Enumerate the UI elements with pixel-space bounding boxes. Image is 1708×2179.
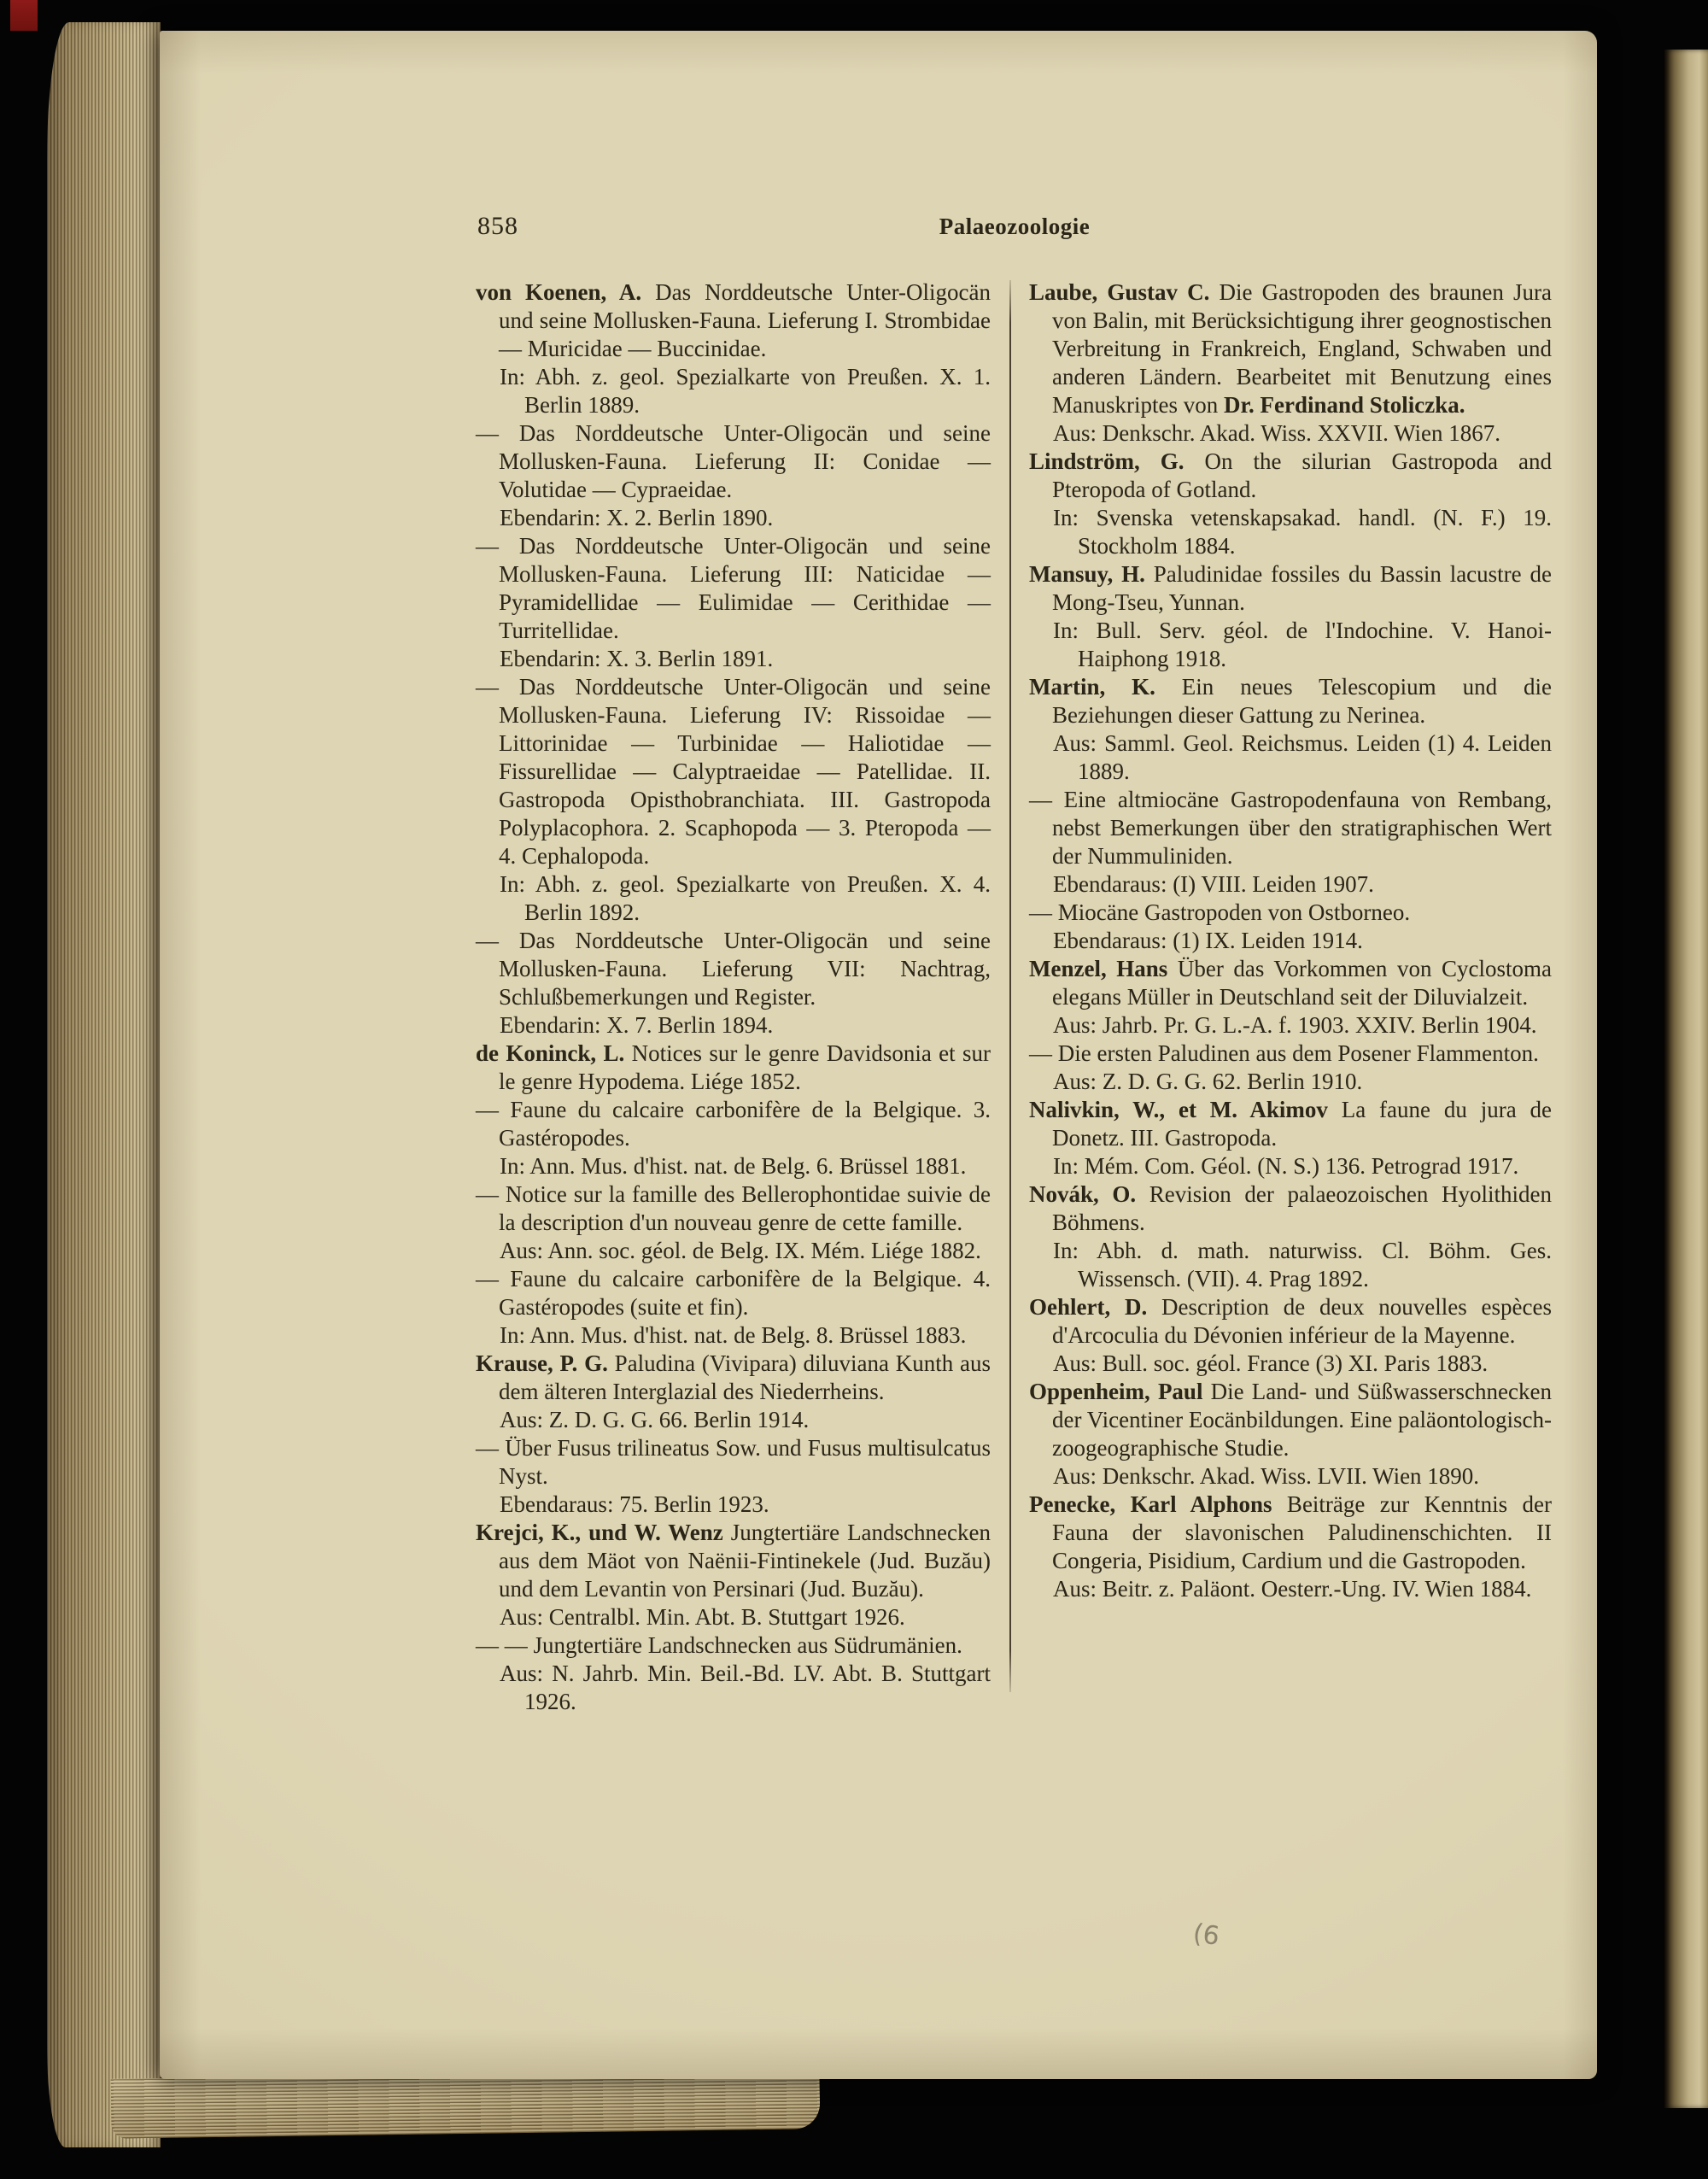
- entry-reference: In: Svenska vetenskapsakad. handl. (N. F.) 19. Stockholm 1884.: [1053, 505, 1552, 559]
- entry-text: — Das Norddeutsche Unter-Oligocän und seine Mollusken-Fauna. Lieferung IV: Rissoidae — Littorinidae — Turbinidae — Haliotidae — Fissurellidae — Calyptraeidae — Patellidae. II. Gastropoda Opisthobranchiata. III. Gastropoda Polyplacophora. 2. Scaphopoda — 3. Pteropoda — 4. Cephalopoda.: [476, 674, 991, 869]
- entry-text: Lindström, G. On the silurian Gastropoda and Pteropoda of Gotland.: [1029, 448, 1552, 502]
- entry-author: Oppenheim, Paul: [1029, 1379, 1203, 1404]
- entry-text: — Das Norddeutsche Unter-Oligocän und seine Mollusken-Fauna. Lieferung VII: Nachtrag, Schlußbemerkungen und Register.: [476, 928, 991, 1010]
- column-right: [1029, 278, 1552, 1716]
- entry-text: — — Jungtertiäre Landschnecken aus Südrumänien.: [476, 1632, 962, 1658]
- entry-repeat-dash: —: [476, 1435, 499, 1461]
- entry-reference: In: Abh. z. geol. Spezialkarte von Preußen. X. 4. Berlin 1892.: [500, 871, 991, 925]
- entry-reference: Ebendaraus: (1) IX. Leiden 1914.: [1053, 928, 1363, 953]
- bibliography-entry: [1029, 1378, 1552, 1491]
- entry-text: — Das Norddeutsche Unter-Oligocän und seine Mollusken-Fauna. Lieferung II: Conidae — Volutidae — Cypraeidae.: [476, 420, 991, 502]
- book-page: [160, 31, 1597, 2079]
- entry-reference: Aus: Samml. Geol. Reichsmus. Leiden (1) 4. Leiden 1889.: [1053, 730, 1552, 784]
- entry-text: — Die ersten Paludinen aus dem Posener Flammenton.: [1029, 1040, 1539, 1066]
- bibliography-entry: [1029, 448, 1552, 560]
- page-number: 858: [477, 212, 518, 240]
- entry-author: Oehlert, D.: [1029, 1294, 1148, 1320]
- entry-text: Penecke, Karl Alphons Beiträge zur Kenntnis der Fauna der slavonischen Paludinenschichten. II Congeria, Pisidium, Cardium und die Gastropoden.: [1029, 1491, 1552, 1573]
- entry-repeat-dash: —: [476, 420, 499, 446]
- page-head: [476, 212, 1553, 246]
- entry-reference: Ebendarin: X. 3. Berlin 1891.: [500, 646, 774, 671]
- entry-reference: Aus: Z. D. G. G. 66. Berlin 1914.: [500, 1407, 810, 1432]
- bibliography-entry: [476, 1180, 991, 1265]
- column-left: [476, 278, 991, 1716]
- bibliography-entry: [476, 1040, 991, 1096]
- bibliography-entry: [476, 278, 991, 419]
- bibliography-entry: [476, 927, 991, 1040]
- bibliography-entry: [1029, 786, 1552, 899]
- bibliography-entry: [1029, 1040, 1552, 1096]
- bibliography-entry: [1029, 1293, 1552, 1378]
- entry-author: de Koninck, L.: [476, 1040, 625, 1066]
- entry-text: de Koninck, L. Notices sur le genre Davidsonia et sur le genre Hypodema. Liége 1852.: [476, 1040, 991, 1094]
- bibliography-entry: [1029, 899, 1552, 955]
- entry-reference: Ebendarin: X. 2. Berlin 1890.: [500, 505, 774, 530]
- pencil-annotation: (6: [1190, 1918, 1222, 1952]
- entry-repeat-dash: —: [476, 1266, 499, 1292]
- entry-reference: In: Ann. Mus. d'hist. nat. de Belg. 6. Brüssel 1881.: [500, 1153, 967, 1179]
- entry-author: Nalivkin, W., et M. Akimov: [1029, 1097, 1328, 1122]
- entry-text: — Das Norddeutsche Unter-Oligocän und seine Mollusken-Fauna. Lieferung III: Naticidae — Pyramidellidae — Eulimidae — Cerithidae — Turritellidae.: [476, 533, 991, 643]
- entry-author: Penecke, Karl Alphons: [1029, 1491, 1272, 1517]
- entry-text: Oehlert, D. Description de deux nouvelles espèces d'Arcoculia du Dévonien inférieur de la Mayenne.: [1029, 1294, 1552, 1348]
- red-bookmark: [10, 0, 38, 31]
- entry-reference: Ebendaraus: 75. Berlin 1923.: [500, 1491, 769, 1517]
- bibliography-entry: [476, 419, 991, 532]
- entry-author: von Koenen, A.: [476, 279, 642, 305]
- entry-text: — Notice sur la famille des Bellerophontidae suivie de la description d'un nouveau genre de cette famille.: [476, 1181, 991, 1235]
- running-title: Palaeozoologie: [939, 214, 1091, 239]
- entry-bold-name: Dr. Ferdinand Stoliczka.: [1223, 392, 1465, 418]
- entry-reference: Aus: Z. D. G. G. 62. Berlin 1910.: [1053, 1069, 1363, 1094]
- entry-author: Krejci, K., und W. Wenz: [476, 1520, 723, 1545]
- bibliography-entry: [1029, 278, 1552, 448]
- entry-reference: Ebendaraus: (I) VIII. Leiden 1907.: [1053, 871, 1374, 897]
- entry-text: von Koenen, A. Das Norddeutsche Unter-Oligocän und seine Mollusken-Fauna. Lieferung I. Strombidae — Muricidae — Buccinidae.: [476, 279, 991, 361]
- entry-repeat-dash: —: [476, 674, 499, 700]
- bibliography-entry: [1029, 1491, 1552, 1603]
- entry-author: Mansuy, H.: [1029, 561, 1145, 587]
- entry-reference: Aus: N. Jahrb. Min. Beil.-Bd. LV. Abt. B. Stuttgart 1926.: [500, 1661, 991, 1714]
- entry-reference: Aus: Denkschr. Akad. Wiss. LVII. Wien 1890.: [1053, 1463, 1480, 1489]
- entry-text: Mansuy, H. Paludinidae fossiles du Bassin lacustre de Mong-Tseu, Yunnan.: [1029, 561, 1552, 615]
- page-content: [476, 212, 1553, 1952]
- entry-text: — Faune du calcaire carbonifère de la Belgique. 3. Gastéropodes.: [476, 1097, 991, 1151]
- bibliography-entry: [476, 532, 991, 673]
- entry-reference: Aus: Denkschr. Akad. Wiss. XXVII. Wien 1867.: [1053, 420, 1501, 446]
- entry-text: Novák, O. Revision der palaeozoischen Hyolithiden Böhmens.: [1029, 1181, 1552, 1235]
- entry-text: — Eine altmiocäne Gastropodenfauna von Rembang, nebst Bemerkungen über den stratigraphischen Wert der Nummuliniden.: [1029, 787, 1552, 869]
- entry-text: Laube, Gustav C. Die Gastropoden des braunen Jura von Balin, mit Berücksichtigung ihrer geognostischen Verbreitung in Frankreich, England, Schwaben und anderen Ländern. Bearbeitet mit Benutzung eines Manuskriptes von Dr. Ferdinand Stoliczka.: [1029, 279, 1552, 418]
- bibliography-entry: [1029, 955, 1552, 1040]
- entry-repeat-dash: —: [476, 1097, 499, 1122]
- entry-text: — Miocäne Gastropoden von Ostborneo.: [1029, 899, 1411, 925]
- entry-text: Oppenheim, Paul Die Land- und Süßwasserschnecken der Vicentiner Eocänbildungen. Eine paläontologisch-zoogeographische Studie.: [1029, 1379, 1552, 1461]
- bibliography-entry: [1029, 1180, 1552, 1293]
- entry-text: Krause, P. G. Paludina (Vivipara) diluviana Kunth aus dem älteren Interglazial des Niederrheins.: [476, 1350, 991, 1404]
- entry-author: Laube, Gustav C.: [1029, 279, 1210, 305]
- entry-author: Martin, K.: [1029, 674, 1155, 700]
- page-edges-bottom: [111, 2069, 821, 2139]
- entry-repeat-dash: —: [1029, 787, 1052, 812]
- entry-reference: Aus: Bull. soc. géol. France (3) XI. Paris 1883.: [1053, 1350, 1489, 1376]
- entry-repeat-dash: —: [476, 928, 499, 953]
- entry-repeat-dash: —: [476, 1181, 499, 1207]
- entry-reference: Aus: Jahrb. Pr. G. L.-A. f. 1903. XXIV. Berlin 1904.: [1053, 1012, 1537, 1038]
- bibliography-entry: [1029, 560, 1552, 673]
- entry-text: Martin, K. Ein neues Telescopium und die Beziehungen dieser Gattung zu Nerinea.: [1029, 674, 1552, 728]
- two-column-layout: [476, 278, 1553, 1716]
- column-divider: [1009, 280, 1011, 1692]
- entry-reference: In: Ann. Mus. d'hist. nat. de Belg. 8. Brüssel 1883.: [500, 1322, 967, 1348]
- entry-author: Krause, P. G.: [476, 1350, 608, 1376]
- entry-repeat-dash: — —: [476, 1632, 528, 1658]
- entry-reference: Ebendarin: X. 7. Berlin 1894.: [500, 1012, 774, 1038]
- page-edges-left: [47, 22, 161, 2147]
- bibliography-entry: [476, 1519, 991, 1631]
- entry-text: — Über Fusus trilineatus Sow. und Fusus multisulcatus Nyst.: [476, 1435, 991, 1489]
- entry-reference: In: Abh. z. geol. Spezialkarte von Preußen. X. 1. Berlin 1889.: [500, 364, 991, 418]
- bibliography-entry: [1029, 1096, 1552, 1180]
- entry-repeat-dash: —: [476, 533, 499, 559]
- entry-reference: In: Abh. d. math. naturwiss. Cl. Böhm. Ges. Wissensch. (VII). 4. Prag 1892.: [1053, 1238, 1552, 1292]
- bibliography-entry: [476, 1350, 991, 1434]
- next-page-edge: [1664, 50, 1708, 2108]
- entry-reference: Aus: Beitr. z. Paläont. Oesterr.-Ung. IV. Wien 1884.: [1053, 1576, 1532, 1602]
- entry-text: Nalivkin, W., et M. Akimov La faune du jura de Donetz. III. Gastropoda.: [1029, 1097, 1552, 1151]
- entry-repeat-dash: —: [1029, 899, 1052, 925]
- entry-reference: Aus: Ann. soc. géol. de Belg. IX. Mém. Liége 1882.: [500, 1238, 981, 1263]
- entry-text: Menzel, Hans Über das Vorkommen von Cyclostoma elegans Müller in Deutschland seit der Diluvialzeit.: [1029, 956, 1552, 1010]
- bibliography-entry: [476, 1265, 991, 1350]
- entry-author: Lindström, G.: [1029, 448, 1184, 474]
- entry-reference: In: Mém. Com. Géol. (N. S.) 136. Petrograd 1917.: [1053, 1153, 1519, 1179]
- entry-author: Menzel, Hans: [1029, 956, 1168, 981]
- entry-reference: In: Bull. Serv. géol. de l'Indochine. V. Hanoi-Haiphong 1918.: [1053, 618, 1552, 671]
- entry-text: Krejci, K., und W. Wenz Jungtertiäre Landschnecken aus dem Mäot von Naënii-Fintinekele (Jud. Buzău) und dem Levantin von Persinari (Jud. Buzău).: [476, 1520, 991, 1602]
- entry-reference: Aus: Centralbl. Min. Abt. B. Stuttgart 1926.: [500, 1604, 905, 1630]
- bibliography-entry: [476, 1434, 991, 1519]
- bibliography-entry: [476, 1631, 991, 1716]
- entry-text: — Faune du calcaire carbonifère de la Belgique. 4. Gastéropodes (suite et fin).: [476, 1266, 991, 1320]
- entry-author: Novák, O.: [1029, 1181, 1137, 1207]
- bibliography-entry: [476, 1096, 991, 1180]
- entry-repeat-dash: —: [1029, 1040, 1052, 1066]
- bibliography-entry: [476, 673, 991, 927]
- bibliography-entry: [1029, 673, 1552, 786]
